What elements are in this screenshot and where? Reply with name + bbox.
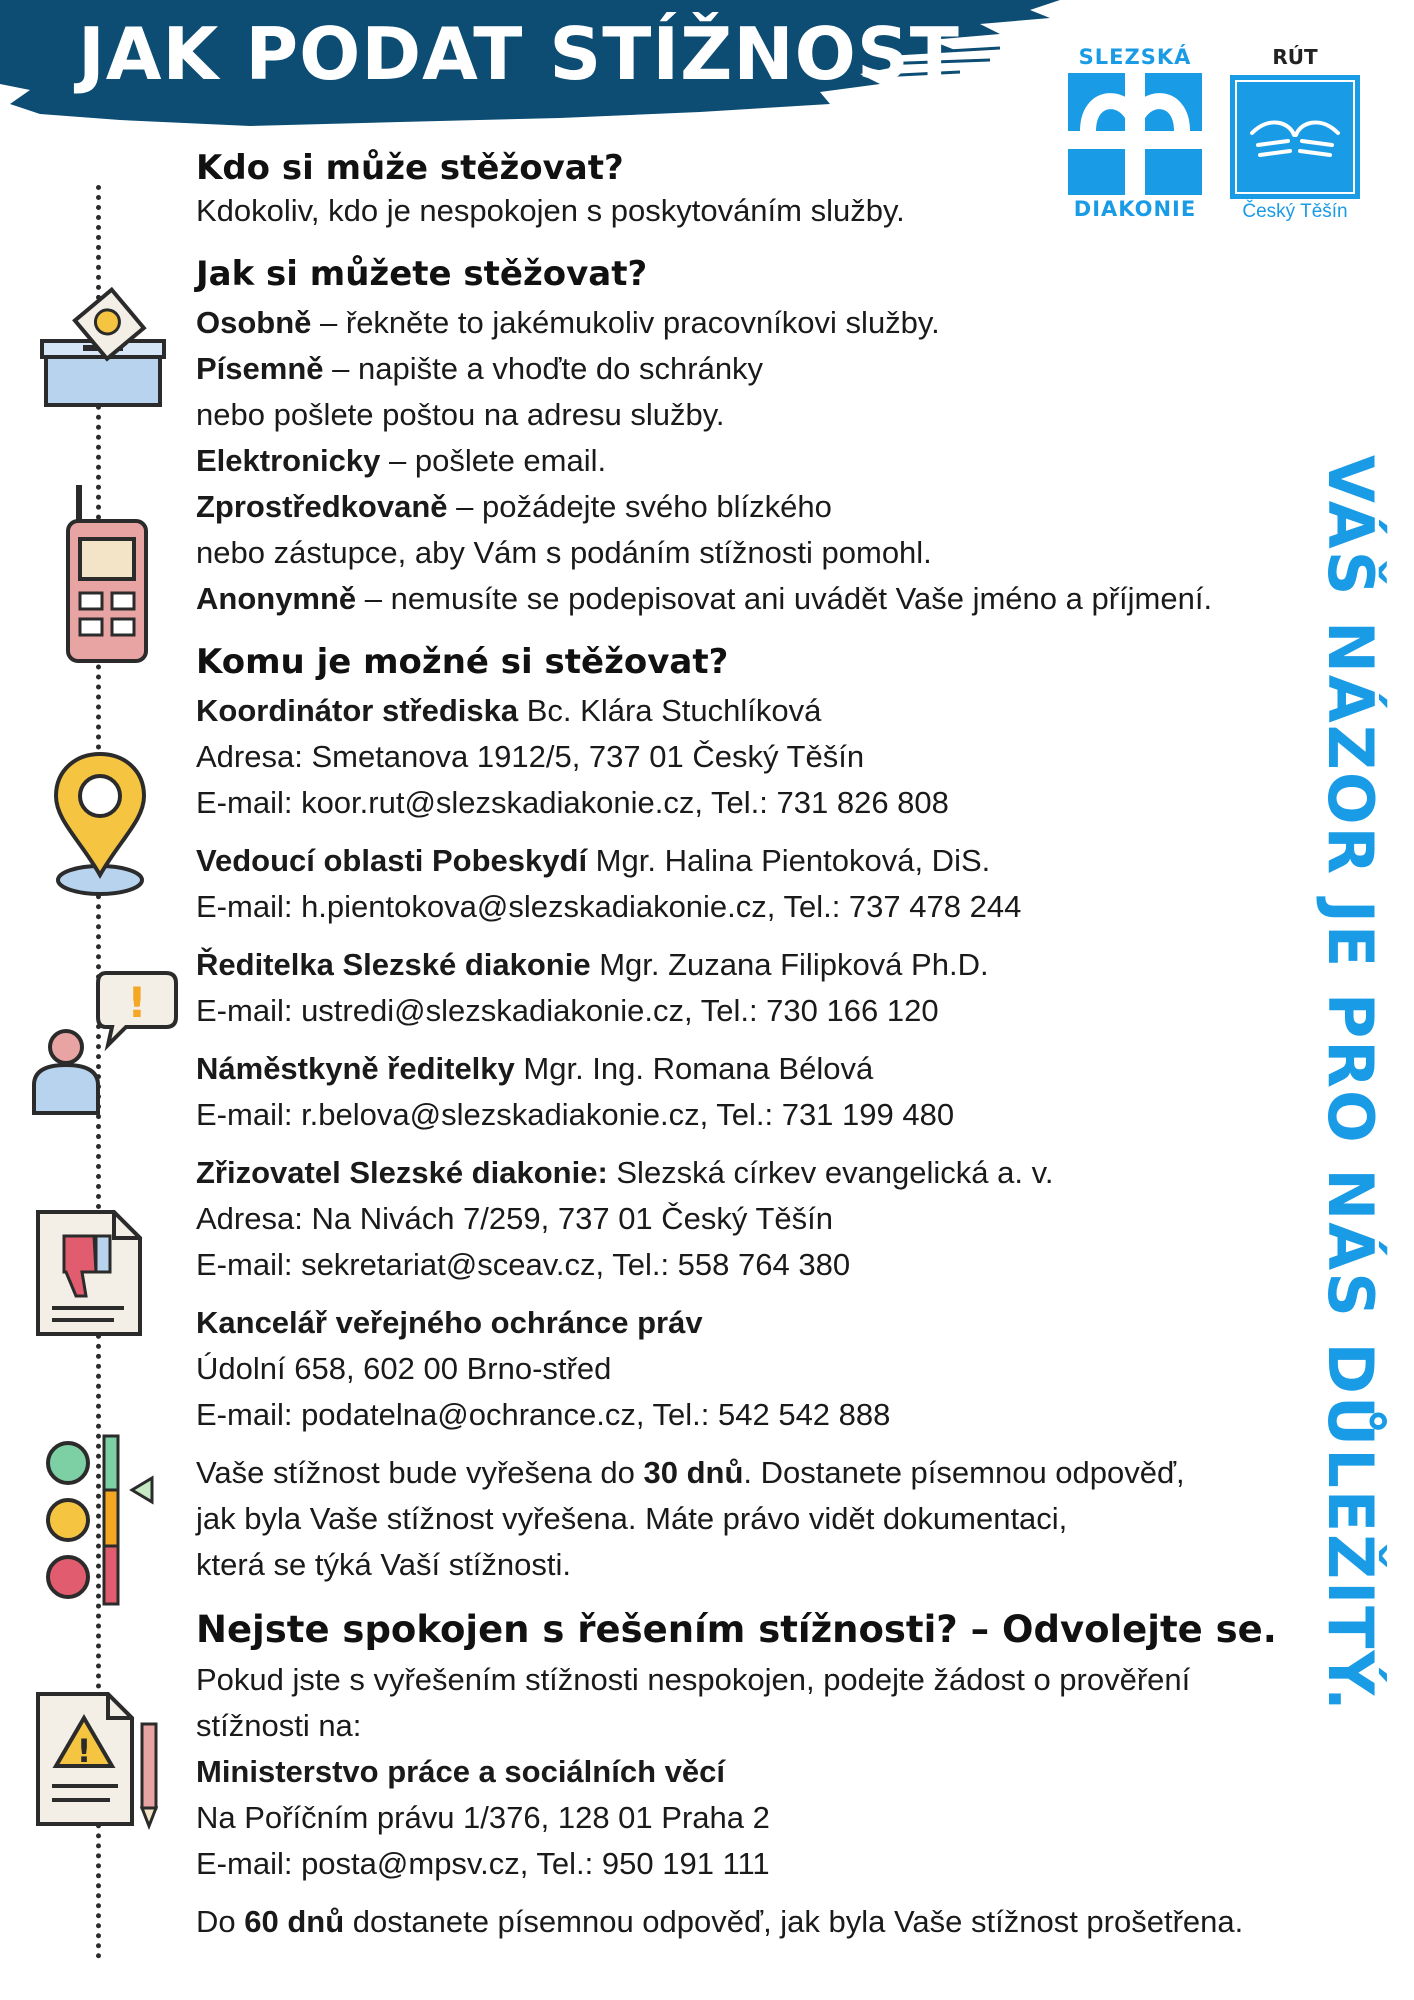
contact-coordinator	[196, 688, 1316, 826]
how-mediated-label: Zprostředkovaně	[196, 489, 448, 524]
how-section	[196, 254, 1316, 622]
how-heading: Jak si můžete stěžovat?	[196, 254, 648, 294]
side-slogan: VÁŠ NÁZOR JE PRO NÁS DŮLEŽITÝ.	[1314, 455, 1387, 1713]
resolution-text-b: . Dostanete písemnou odpověď,	[743, 1455, 1185, 1490]
founder-name: Slezská církev evangelická a. v.	[607, 1155, 1054, 1190]
coordinator-role: Koordinátor střediska	[196, 693, 519, 728]
how-anonymous-text: – nemusíte se podepisovat ani uvádět Vaše jméno a příjmení.	[356, 581, 1213, 616]
coordinator-contact: E-mail: koor.rut@slezskadiakonie.cz, Tel.: 731 826 808	[196, 785, 949, 820]
location-pin-icon	[50, 750, 150, 900]
coordinator-line	[196, 688, 1316, 734]
appeal-text-1: Pokud jste s vyřešením stížnosti nespokojen, podejte žádost o prověření	[196, 1662, 1191, 1697]
area-line	[196, 838, 1316, 884]
how-written-label: Písemně	[196, 351, 324, 386]
how-mediated	[196, 484, 1316, 530]
founder-role: Zřizovatel Slezské diakonie:	[196, 1155, 608, 1190]
ballot-box-icon	[38, 285, 168, 410]
how-written-text: – napište a vhoďte do schránky	[323, 351, 764, 386]
whom-heading: Komu je možné si stěžovat?	[196, 642, 729, 682]
ministry-name: Ministerstvo práce a sociálních věcí	[196, 1754, 725, 1789]
area-role: Vedoucí oblasti Pobeskydí	[196, 843, 588, 878]
director-line	[196, 942, 1316, 988]
logo-rut-city: Český Těšín	[1242, 201, 1348, 222]
svg-text:!: !	[127, 978, 147, 1027]
warning-document-icon	[34, 1690, 164, 1830]
how-electronic-text: – pošlete email.	[380, 443, 607, 478]
coordinator-name: Bc. Klára Stuchlíková	[518, 693, 822, 728]
ombudsman-address: Údolní 658, 602 00 Brno-střed	[196, 1351, 612, 1386]
resolution-line-3: která se týká Vaší stížnosti.	[196, 1547, 572, 1582]
area-contact: E-mail: h.pientokova@slezskadiakonie.cz, Tel.: 737 478 244	[196, 889, 1022, 924]
appeal-final-b: dostanete písemnou odpověď, jak byla Vaše stížnost prošetřena.	[344, 1904, 1244, 1939]
appeal-final-a: Do	[196, 1904, 245, 1939]
ombudsman-role: Kancelář veřejného ochránce práv	[196, 1305, 703, 1340]
resolution-line-1	[196, 1450, 1316, 1496]
deputy-name: Mgr. Ing. Romana Bélová	[514, 1051, 874, 1086]
ministry-line	[196, 1749, 1316, 1795]
who-heading: Kdo si může stěžovat?	[196, 148, 624, 188]
contact-director	[196, 942, 1316, 1034]
how-written	[196, 346, 1316, 392]
appeal-final	[196, 1899, 1316, 1945]
logo-rut-title: RÚT	[1272, 45, 1318, 69]
how-written-2: nebo pošlete poštou na adresu služby.	[196, 397, 725, 432]
ombudsman-line	[196, 1300, 1316, 1346]
svg-text:!: !	[76, 1732, 92, 1770]
ministry-contact: E-mail: posta@mpsv.cz, Tel.: 950 191 111	[196, 1846, 770, 1881]
appeal-final-days: 60 dnů	[244, 1904, 345, 1939]
page-title: JAK PODAT STÍŽNOST	[78, 12, 960, 96]
logo-diakonie-text: DIAKONIE	[1073, 197, 1197, 221]
who-section	[196, 148, 1316, 234]
how-mediated-text: – požádejte svého blízkého	[447, 489, 832, 524]
how-personally	[196, 300, 1316, 346]
how-personally-text: – řekněte to jakémukoliv pracovníkovi služby.	[311, 305, 940, 340]
satisfaction-meter-icon	[40, 1430, 160, 1610]
resolution-note	[196, 1450, 1316, 1588]
deputy-role: Náměstkyně ředitelky	[196, 1051, 515, 1086]
director-role: Ředitelka Slezské diakonie	[196, 947, 591, 982]
director-contact: E-mail: ustredi@slezskadiakonie.cz, Tel.: 730 166 120	[196, 993, 939, 1028]
contact-area-head	[196, 838, 1316, 930]
founder-contact: E-mail: sekretariat@sceav.cz, Tel.: 558 764 380	[196, 1247, 851, 1282]
who-text: Kdokoliv, kdo je nespokojen s poskytováním služby.	[196, 193, 905, 228]
how-mediated-2: nebo zástupce, aby Vám s podáním stížnosti pomohl.	[196, 535, 932, 570]
contact-ombudsman	[196, 1300, 1316, 1438]
ombudsman-contact: E-mail: podatelna@ochrance.cz, Tel.: 542 542 888	[196, 1397, 891, 1432]
contact-deputy	[196, 1046, 1316, 1138]
resolution-line-2: jak byla Vaše stížnost vyřešena. Máte právo vidět dokumentaci,	[196, 1501, 1068, 1536]
main-content	[196, 148, 1316, 1945]
appeal-section	[196, 1608, 1316, 1945]
how-anonymous-label: Anonymně	[196, 581, 357, 616]
how-personally-label: Osobně	[196, 305, 312, 340]
founder-line	[196, 1150, 1316, 1196]
logo-slezska-text: SLEZSKÁ	[1078, 45, 1192, 69]
thumbs-down-document-icon	[34, 1208, 144, 1338]
how-anonymous	[196, 576, 1316, 622]
coordinator-address: Adresa: Smetanova 1912/5, 737 01 Český Těšín	[196, 739, 865, 774]
contact-founder	[196, 1150, 1316, 1288]
walkie-talkie-icon	[62, 485, 152, 665]
whom-section	[196, 642, 1316, 1588]
director-name: Mgr. Zuzana Filipková Ph.D.	[590, 947, 989, 982]
appeal-heading: Nejste spokojen s řešením stížnosti? – Odvolejte se.	[196, 1608, 1277, 1651]
area-name: Mgr. Halina Pientoková, DiS.	[587, 843, 991, 878]
ministry-address: Na Poříčním právu 1/376, 128 01 Praha 2	[196, 1800, 770, 1835]
how-electronic	[196, 438, 1316, 484]
person-alert-icon	[28, 965, 178, 1115]
founder-address: Adresa: Na Nivách 7/259, 737 01 Český Těšín	[196, 1201, 833, 1236]
deputy-line	[196, 1046, 1316, 1092]
how-electronic-label: Elektronicky	[196, 443, 381, 478]
appeal-text-2: stížnosti na:	[196, 1708, 362, 1743]
resolution-days: 30 dnů	[643, 1455, 744, 1490]
deputy-contact: E-mail: r.belova@slezskadiakonie.cz, Tel.: 731 199 480	[196, 1097, 955, 1132]
resolution-text-a: Vaše stížnost bude vyřešena do	[196, 1455, 644, 1490]
